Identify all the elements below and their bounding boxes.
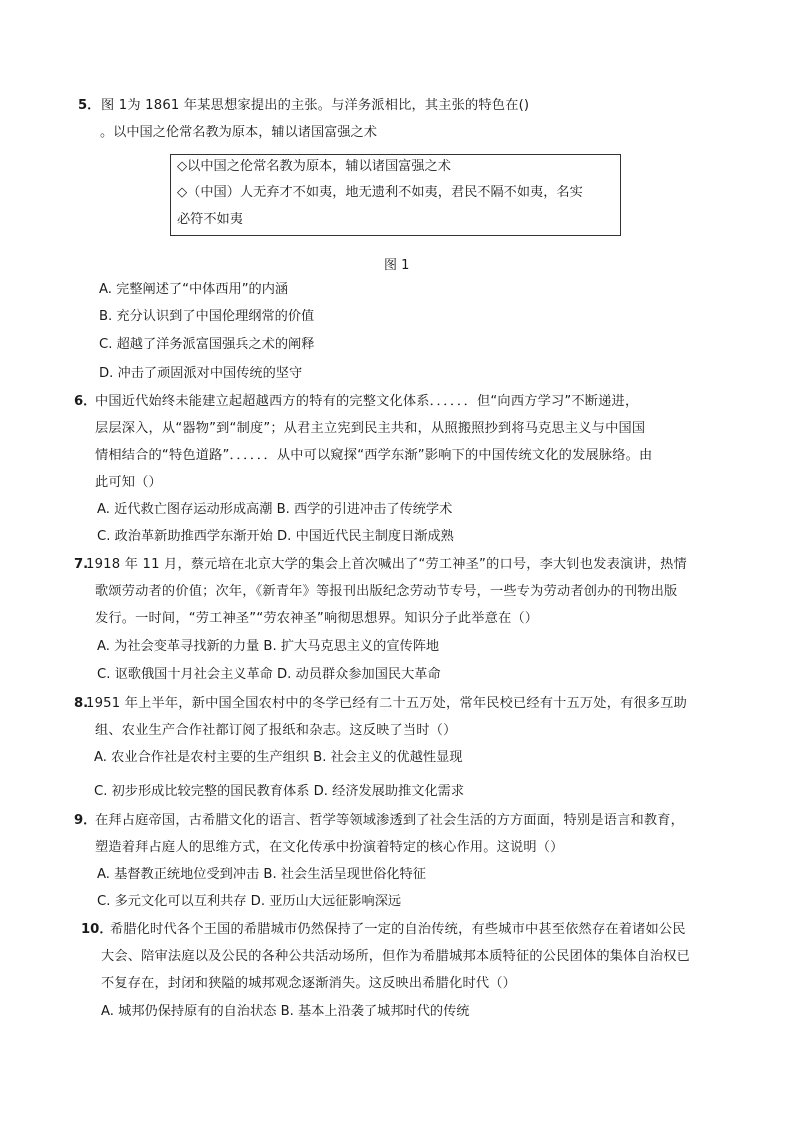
q5-option-d: D. 冲击了顽固派对中国传统的坚守 <box>99 366 303 381</box>
q6-stem-line-4: 此可知（） <box>95 475 162 490</box>
q5-note: 。以中国之伦常名教为原本，辅以诸国富强之术 <box>100 125 377 140</box>
q7-stem-line-3: 发行。一时间，“劳工神圣”“劳农神圣”响彻思想界。知识分子此举意在（） <box>95 611 539 626</box>
q6-stem-line-2: 层层深入，从“器物”到“制度”；从君主立宪到民主共和，从照搬照抄到将马克思主义与中国国 <box>95 421 646 436</box>
q6-options-row-2: C. 政治革新助推西学东渐开始 D. 中国近代民主制度日渐成熟 <box>97 529 454 544</box>
q10-options-row-1: A. 城邦仍保持原有的自治状态 B. 基本上沿袭了城邦时代的传统 <box>101 1004 470 1019</box>
q7-stem-line-1: 1918 年 11 月，蔡元培在北京大学的集会上首次喊出了“劳工神圣”的口号，李大钊也发表演讲，热情 <box>86 557 687 572</box>
q5-option-b: B. 充分认识到了中国伦理纲常的价值 <box>99 309 315 324</box>
q8-stem-line-1: 1951 年上半年，新中国全国农村中的冬学已经有二十五万处，常年民校已经有十五万处，有很多互助 <box>86 696 688 711</box>
q5-figure-box <box>170 154 621 236</box>
q7-number: 7. <box>74 557 89 572</box>
q9-options-row-1: A. 基督教正统地位受到冲击 B. 社会生活呈现世俗化特征 <box>97 867 426 882</box>
q6-number: 6． <box>74 394 97 409</box>
q9-options-row-2: C. 多元文化可以互利共存 D. 亚历山大远征影响深远 <box>97 894 402 909</box>
q6-options-row-1: A. 近代救亡图存运动形成高潮 B. 西学的引进冲击了传统学术 <box>97 502 453 517</box>
q6-stem-line-1: 中国近代始终未能建立起超越西方的特有的完整文化体系．．．．．．但“向西方学习”不断递进， <box>95 394 639 409</box>
figure-line-2: ◇（中国）人无弃才不如夷，地无遗利不如夷，君民不隔不如夷，名实 <box>177 185 583 200</box>
q6-stem-line-3: 情相结合的“特色道路”．．．．．．从中可以窥探“西学东渐”影响下的中国传统文化的发展脉络。由 <box>95 448 653 463</box>
q5-stem: 图 1为 1861 年某思想家提出的主张。与洋务派相比，其主张的特色在() <box>101 98 530 113</box>
q10-stem-line-2: 大会、陪审法庭以及公民的各种公共活动场所，但作为希腊城邦本质特征的公民团体的集体自治权已 <box>101 949 691 964</box>
q10-number: 10． <box>81 922 113 937</box>
q8-number: 8. <box>74 696 89 711</box>
q5-option-a: A. 完整阐述了“中体西用”的内涵 <box>99 282 289 297</box>
q9-stem-line-2: 塑造着拜占庭人的思维方式，在文化传承中扮演着特定的核心作用。这说明（） <box>95 840 564 855</box>
q10-stem-line-3: 不复存在，封闭和狭隘的城邦观念逐渐消失。这反映出希腊化时代（） <box>101 976 517 991</box>
q9-number: 9． <box>74 813 97 828</box>
q10-stem-line-1: 希腊化时代各个王国的希腊城市仍然保持了一定的自治传统，有些城市中甚至依然存在着诸如公民 <box>110 922 686 937</box>
q5-option-c: C. 超越了洋务派富国强兵之术的阐释 <box>99 337 315 352</box>
q7-stem-line-2: 歌颂劳动者的价值；次年，《新青年》等报刊出版纪念劳动节专号，一些专为劳动者创办的刊物出版 <box>95 584 678 599</box>
q7-options-row-1: A. 为社会变革寻找新的力量 B. 扩大马克思主义的宣传阵地 <box>97 639 440 654</box>
q5-number: 5． <box>78 98 101 113</box>
q9-stem-line-1: 在拜占庭帝国，古希腊文化的语言、哲学等领域渗透到了社会生活的方方面面，特别是语言和教育， <box>95 813 685 828</box>
q8-options-row-2: C. 初步形成比较完整的国民教育体系 D. 经济发展助推文化需求 <box>94 784 465 799</box>
figure-line-3: 必符不如夷 <box>177 212 243 227</box>
q7-options-row-2: C. 讴歌俄国十月社会主义革命 D. 动员群众参加国民大革命 <box>97 667 441 682</box>
figure-caption: 图 1 <box>384 258 410 273</box>
figure-line-1: ◇以中国之伦常名教为原本，辅以诸国富强之术 <box>177 159 451 174</box>
q8-options-row-1: A. 农业合作社是农村主要的生产组织 B. 社会主义的优越性显现 <box>94 750 463 765</box>
q8-stem-line-2: 组、农业生产合作社都订阅了报纸和杂志。这反映了当时（） <box>95 723 457 738</box>
